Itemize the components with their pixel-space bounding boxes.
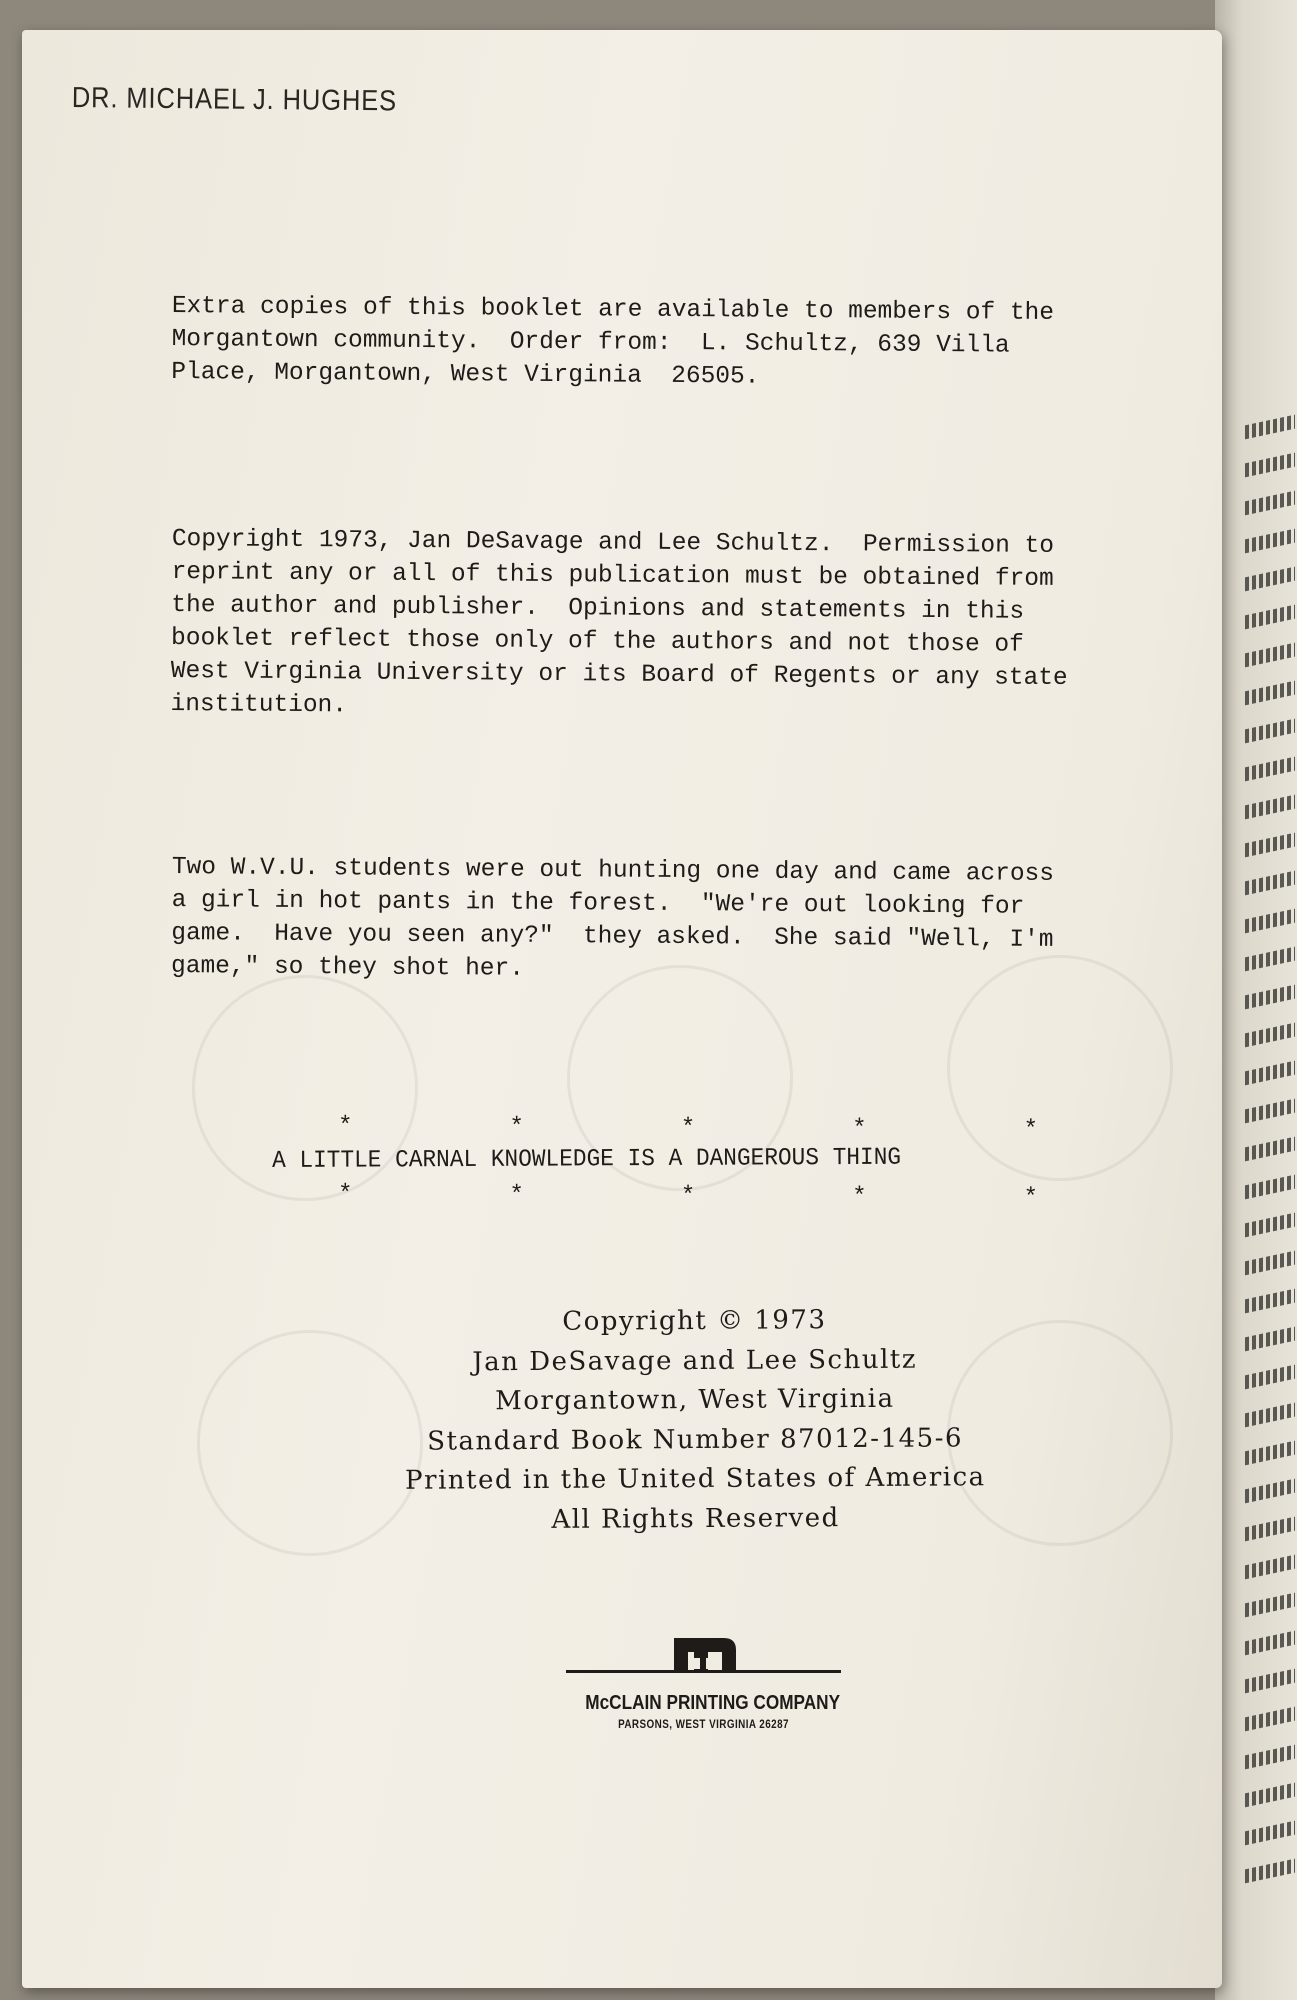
maxim-text: A LITTLE CARNAL KNOWLEDGE IS A DANGEROUS THING [272, 1144, 902, 1175]
star: * [852, 1183, 867, 1211]
imprint-block [339, 1300, 1050, 1541]
star-row-bottom [338, 1181, 1038, 1212]
star: * [1023, 1116, 1039, 1144]
imprint-printed-in: Printed in the United States of America [405, 1462, 986, 1496]
star: * [680, 1182, 696, 1211]
adjacent-page-edge [1215, 0, 1297, 2000]
star-row-top [338, 1113, 1038, 1144]
star: * [509, 1182, 524, 1210]
imprint-authors: Jan DeSavage and Lee Schultz [472, 1344, 918, 1377]
star: * [509, 1114, 524, 1142]
copyright-paragraph: Copyright 1973, Jan DeSavage and Lee Schultz. Permission to reprint any or all of this publication must be obtained from the author and publisher. Opinions and statements in this booklet reflect those only of the authors and not those of West Virginia University or its Board of Regents or any state institution. [170, 525, 1068, 720]
printer-place: PARSONS, WEST VIRGINIA 26287 [618, 1719, 789, 1731]
adjacent-page-text [1245, 420, 1295, 1902]
star: * [337, 1113, 353, 1141]
imprint-book-number: Standard Book Number 87012-145-6 [427, 1422, 964, 1457]
extra-copies-paragraph: Extra copies of this booklet are available to members of the Morgantown community. Order from: L. Schultz, 639 Villa Place, Morgantown, West Virginia 26505. [171, 292, 1055, 391]
star: * [337, 1181, 353, 1209]
imprint-copyright: Copyright © 1973 [562, 1305, 827, 1337]
imprint-location: Morgantown, West Virginia [495, 1383, 895, 1417]
printer-logo-block [566, 1632, 841, 1731]
star: * [1023, 1184, 1039, 1212]
owner-stamp: DR. MICHAEL J. HUGHES [71, 82, 398, 118]
imprint-rights: All Rights Reserved [551, 1502, 840, 1535]
joke-paragraph: Two W.V.U. students were out hunting one day and came across a girl in hot pants in the forest. "We're out looking for game. Have you seen any?" they asked. She said "Well, I'm game," so they shot her. [170, 853, 1055, 983]
star: * [680, 1114, 696, 1143]
printer-logo-icon [566, 1632, 841, 1686]
star: * [852, 1115, 867, 1143]
printer-name: McCLAIN PRINTING COMPANY [585, 1692, 841, 1714]
